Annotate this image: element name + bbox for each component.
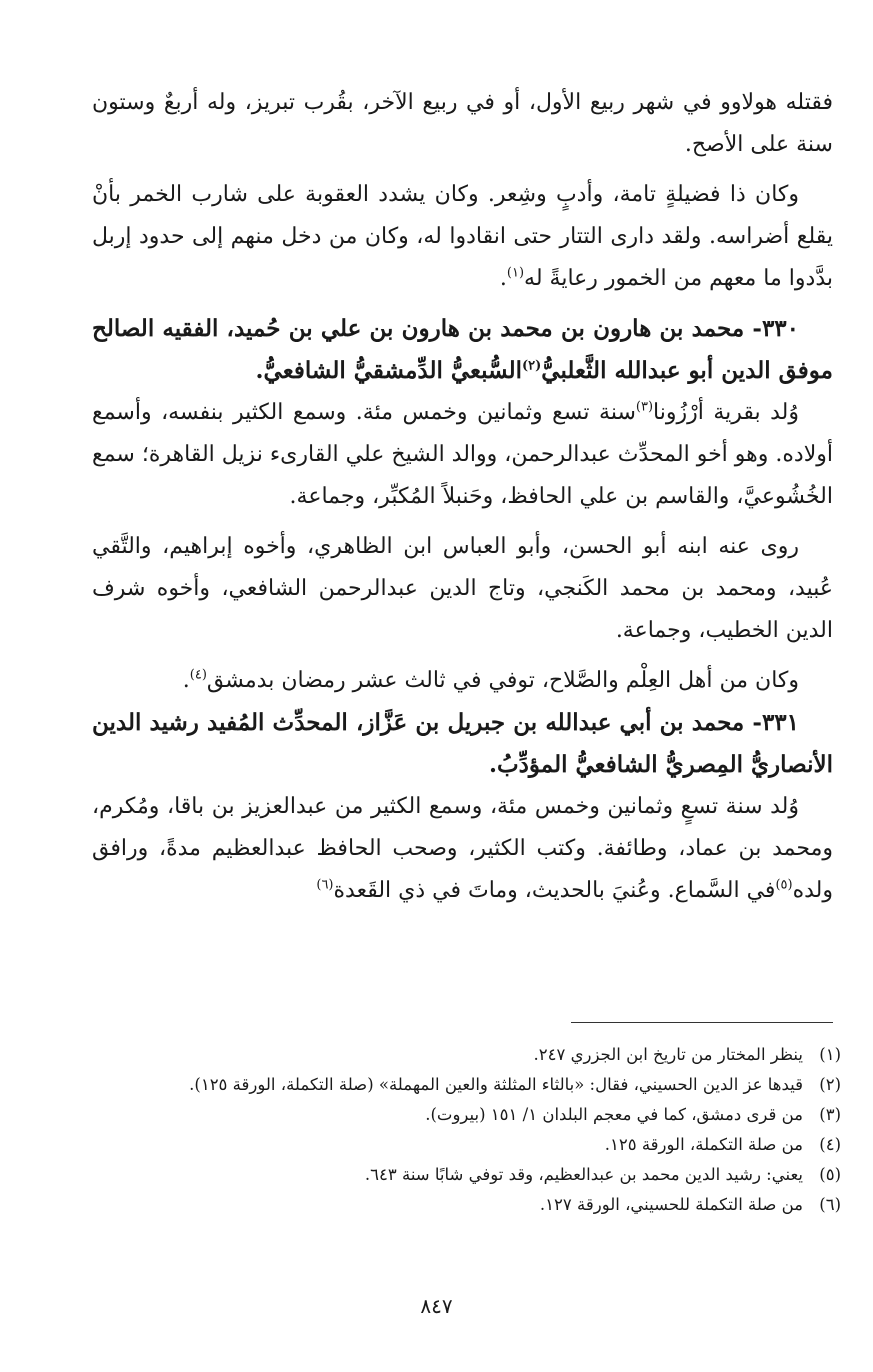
footnote-text: قيدها عز الدين الحسيني، فقال: «بالثاء المثلثة والعين المهملة» (صلة التكملة، الورقة ١٢٥). — [189, 1075, 803, 1094]
footnote-number: (٤) — [819, 1135, 841, 1154]
footnote — [38, 1070, 841, 1100]
footnote-separator — [571, 1022, 833, 1023]
footnote-ref-6[interactable]: (٦) — [316, 877, 334, 893]
footnote-number: (٣) — [819, 1105, 841, 1124]
footnote-ref-4[interactable]: (٤) — [189, 667, 207, 683]
footnote-ref-5[interactable]: (٥) — [775, 877, 793, 893]
paragraph-5: وكان من أهل العِلْم والصَّلاح، توفي في ثالث عشر رمضان بدمشق$^{(٤)}$. — [182, 667, 799, 693]
footnote-number: (٥) — [819, 1165, 841, 1184]
entry-331-heading: ٣٣١- محمد بن أبي عبدالله بن جبريل بن عَزَّاز، المحدِّث المُفيد رشيد الدين الأنصاريُّ المِصريُّ الشافعيُّ المؤدِّبُ. — [92, 709, 833, 778]
paragraph-1: فقتله هولاوو في شهر ربيع الأول، أو في ربيع الآخر، بقُرب تبريز، وله أربعٌ وستون سنة على الأصح. — [92, 90, 833, 157]
footnote — [38, 1160, 841, 1190]
footnote-number: (١) — [819, 1045, 841, 1064]
footnote — [38, 1040, 841, 1070]
footnote — [38, 1190, 841, 1220]
footnote — [38, 1100, 841, 1130]
footnote-ref-1[interactable]: (١) — [506, 265, 525, 281]
entry-330-heading: ٣٣٠- محمد بن هارون بن محمد بن هارون بن علي بن حُميد، الفقيه الصالح موفق الدين أبو عبدالله الثَّعلبيُّ$^{(٢)}$السُّبعيُّ الدِّمشقيُّ الشافعيُّ. — [92, 315, 833, 384]
footnote-number: (٢) — [819, 1075, 841, 1094]
footnote — [38, 1130, 841, 1160]
footnote-number: (٦) — [819, 1195, 841, 1214]
footnote-ref-2[interactable]: (٢) — [522, 358, 542, 374]
paragraph-3: وُلد بقرية أرْزُونا$^{(٣)}$سنة تسع وثمانين وخمس مئة. وسمع الكثير بنفسه، وأسمع أولاده. وهو أخو المحدِّث عبدالرحمن، ووالد الشيخ علي القارىء نزيل القاهرة؛ سمع الخُشُوعيَّ، والقاسم بن علي الحافظ، وحَنبلاً المُكبِّر، وجماعة. — [92, 399, 833, 509]
page-number: ٨٤٧ — [420, 1294, 453, 1318]
paragraph-6: وُلد سنة تسعٍ وثمانين وخمس مئة، وسمع الكثير من عبدالعزيز بن باقا، ومُكرم، ومحمد بن عماد، وطائفة. وكتب الكثير، وصحب الحافظ عبدالعظيم مدةً، ورافق ولده$^{(٥)}$في السَّماع. وعُنيَ بالحديث، وماتَ في ذي القَعدة$^{(٦)}$ — [92, 794, 833, 903]
main-text — [92, 82, 833, 912]
footnote-text: يعني: رشيد الدين محمد بن عبدالعظيم، وقد توفي شابًا سنة ٦٤٣. — [364, 1165, 803, 1184]
footnote-text: ينظر المختار من تاريخ ابن الجزري ٢٤٧. — [533, 1045, 803, 1064]
footnote-text: من قرى دمشق، كما في معجم البلدان ١/ ١٥١ (بيروت). — [425, 1105, 803, 1124]
footnote-ref-3[interactable]: (٣) — [635, 399, 654, 415]
footnote-text: من صلة التكملة للحسيني، الورقة ١٢٧. — [539, 1195, 803, 1214]
footnotes — [38, 1040, 841, 1220]
paragraph-2: وكان ذا فضيلةٍ تامة، وأدبٍ وشِعر. وكان يشدد العقوبة على شارب الخمر بأنْ يقلع أضراسه. ولقد دارى التتار حتى انقادوا له، وكان من دخل منهم إلى حدود إربل بدَّدوا ما معهم من الخمور رعايةً له$^{(١)}$. — [92, 182, 833, 291]
footnote-text: من صلة التكملة، الورقة ١٢٥. — [604, 1135, 803, 1154]
paragraph-4: روى عنه ابنه أبو الحسن، وأبو العباس ابن الظاهري، وأخوه إبراهيم، والتَّقي عُبيد، ومحمد بن محمد الكَنجي، وتاج الدين عبدالرحمن الشافعي، وأخوه شرف الدين الخطيب، وجماعة. — [92, 534, 833, 643]
